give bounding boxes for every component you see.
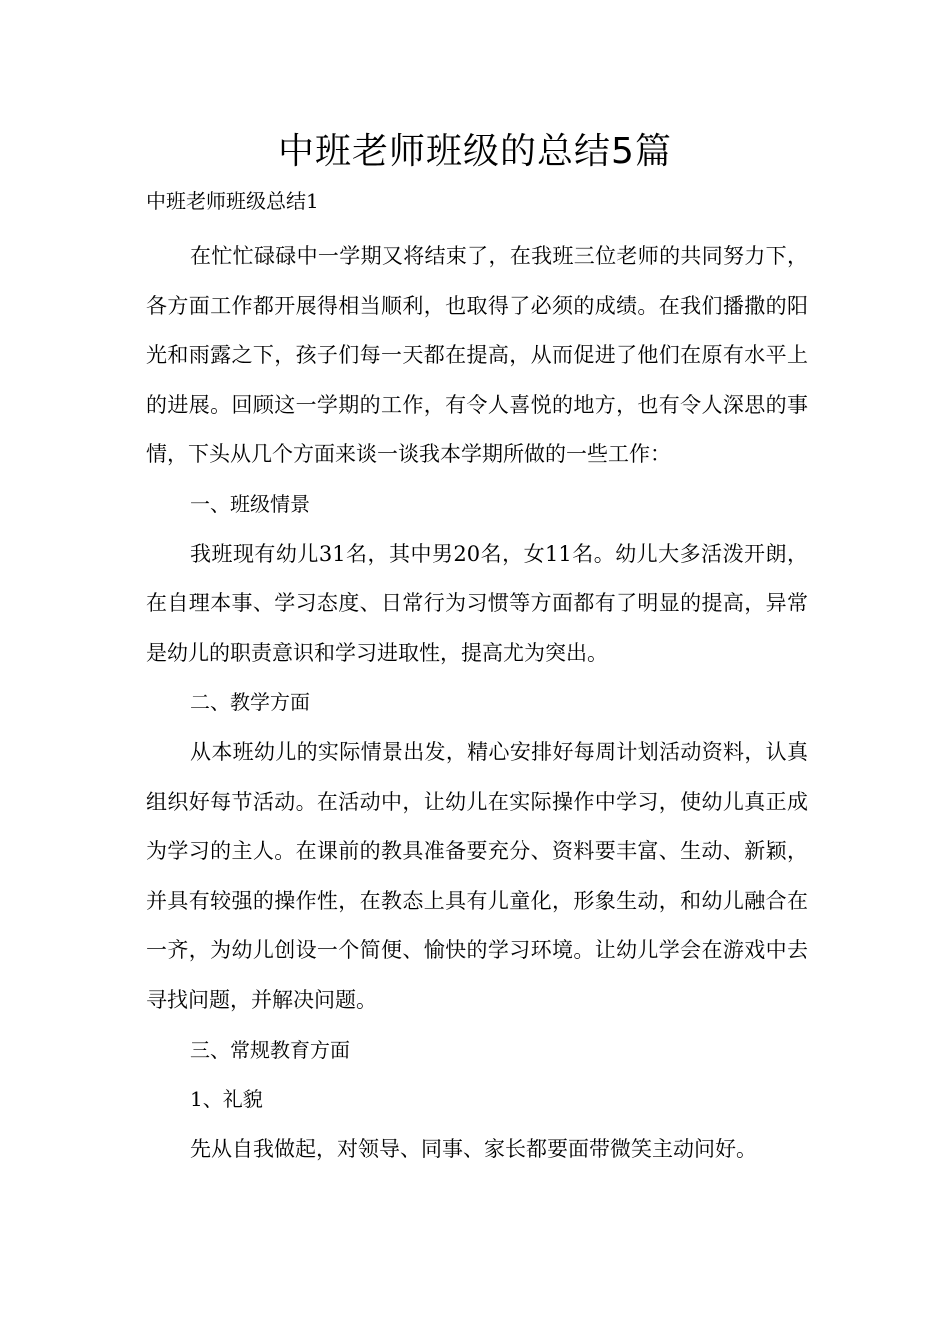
section-subtitle: 中班老师班级总结1 [146,189,319,213]
paragraph-intro: 在忙忙碌碌中一学期又将结束了，在我班三位老师的共同努力下，各方面工作都开展得相当顺利，也取得了必须的成绩。在我们播撒的阳光和雨露之下，孩子们每一天都在提高，从而促进了他们在原有水平上的进展。回顾这一学期的工作，有令人喜悦的地方，也有令人深思的事情，下头从几个方面来谈一谈我本学期所做的一些工作： [146,244,808,467]
document-body [146,232,808,1174]
heading-teaching: 二、教学方面 [190,690,310,715]
paragraph-class-situation: 我班现有幼儿31名，其中男20名，女11名。幼儿大多活泼开朗，在自理本事、学习态度、日常行为习惯等方面都有了明显的提高，异常是幼儿的职责意识和学习进取性，提高尤为突出。 [146,541,808,665]
heading-routine-education: 三、常规教育方面 [190,1037,350,1062]
document-title: 中班老师班级的总结5篇 [278,131,672,172]
heading-courtesy: 1、礼貌 [190,1087,263,1112]
heading-class-situation: 一、班级情景 [190,491,310,516]
paragraph-courtesy: 先从自我做起，对领导、同事、家长都要面带微笑主动问好。 [190,1136,757,1161]
paragraph-teaching: 从本班幼儿的实际情景出发，精心安排好每周计划活动资料，认真组织好每节活动。在活动中，让幼儿在实际操作中学习，使幼儿真正成为学习的主人。在课前的教具准备要充分、资料要丰富、生动、新颖，并具有较强的操作性，在教态上具有儿童化，形象生动，和幼儿融合在一齐，为幼儿创设一个简便、愉快的学习环境。让幼儿学会在游戏中去寻找问题，并解决问题。 [146,739,808,1012]
